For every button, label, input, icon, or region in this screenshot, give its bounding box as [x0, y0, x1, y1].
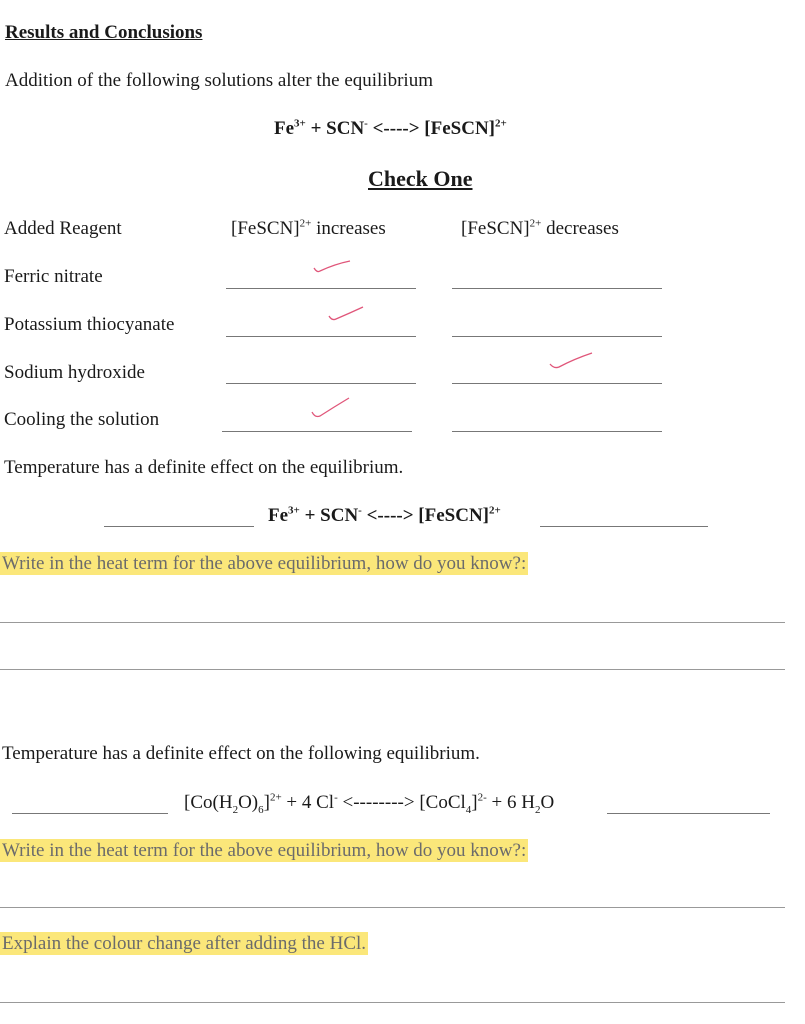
check-mark-icon [308, 396, 353, 422]
col-header-reagent: Added Reagent [4, 218, 122, 239]
reagent-row-label: Potassium thiocyanate [4, 314, 175, 335]
answer-line[interactable] [0, 907, 785, 908]
increases-blank[interactable] [226, 288, 416, 289]
check-mark-icon [546, 350, 596, 374]
answer-line[interactable] [0, 1002, 785, 1003]
heat-term-blank-left[interactable] [12, 813, 168, 814]
temperature-statement: Temperature has a definite effect on the equilibrium. [4, 457, 404, 478]
question-prompt: Explain the colour change after adding the HCl. [2, 933, 367, 954]
heat-term-blank-right[interactable] [540, 526, 708, 527]
section-title: Results and Conclusions [5, 22, 203, 43]
reagent-row-label: Sodium hydroxide [4, 362, 145, 383]
intro-text: Addition of the following solutions alter the equilibrium [5, 70, 433, 91]
decreases-blank[interactable] [452, 431, 662, 432]
decreases-blank[interactable] [452, 383, 662, 384]
reagent-row-label: Ferric nitrate [4, 266, 103, 287]
reagent-row-label: Cooling the solution [4, 409, 160, 430]
equation-1-repeat: $Fe^{3+} + SCN^-$ <----> [FeSCN]$^{2+}$ [268, 504, 501, 526]
increases-blank[interactable] [226, 383, 416, 384]
heat-term-blank-left[interactable] [104, 526, 254, 527]
check-one-heading: Check One [368, 166, 473, 191]
increases-blank[interactable] [226, 336, 416, 337]
col-header-decreases: [FeSCN]$^{2+}$ decreases [461, 217, 619, 239]
col-header-increases: [FeSCN]$^{2+}$ increases [231, 217, 386, 239]
temperature-statement: Temperature has a definite effect on the following equilibrium. [2, 743, 480, 764]
check-mark-icon [325, 304, 370, 326]
equation-1: $Fe^{3+} + SCN^-$ <----> [FeSCN]$^{2+}$ [274, 117, 507, 139]
question-prompt: Write in the heat term for the above equilibrium, how do you know?: [2, 840, 527, 861]
heat-term-blank-right[interactable] [607, 813, 770, 814]
decreases-blank[interactable] [452, 288, 662, 289]
answer-line[interactable] [0, 669, 785, 670]
question-prompt: Write in the heat term for the above equilibrium, how do you know?: [2, 553, 527, 574]
increases-blank[interactable] [222, 431, 412, 432]
check-mark-icon [310, 258, 355, 278]
equation-2: $[Co(H_2O)_6]^{2+} + 4$ Cl- <--------> [CoCl$_4$]$^{2-}$ + 6 $H_2O$ [184, 791, 555, 816]
decreases-blank[interactable] [452, 336, 662, 337]
answer-line[interactable] [0, 622, 785, 623]
